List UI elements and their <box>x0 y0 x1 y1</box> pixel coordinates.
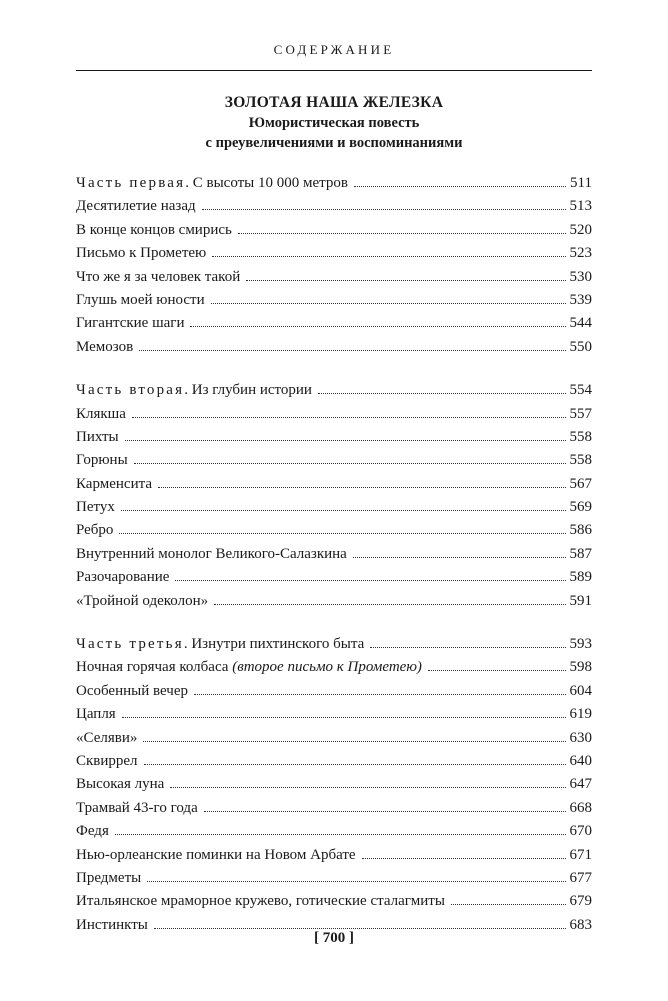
dot-leader <box>370 647 565 648</box>
entry-title: Федя <box>76 823 109 840</box>
toc-entry[interactable] <box>76 543 592 566</box>
page-number: 539 <box>569 291 592 308</box>
entry-title: Инстинкты <box>76 916 148 933</box>
page-number: 558 <box>569 452 592 469</box>
dot-leader <box>353 557 566 558</box>
entry-title: Письмо к Прометею <box>76 245 207 262</box>
entry-title: Особенный вечер <box>76 682 188 699</box>
entry-title: Карменсита <box>76 475 152 492</box>
toc-entry[interactable] <box>76 566 592 589</box>
dot-leader <box>121 510 566 511</box>
page-number: 569 <box>569 499 592 516</box>
part-title: . С высоты 10 000 метров <box>185 175 348 191</box>
toc-entry[interactable] <box>76 195 592 218</box>
work-title: ЗОЛОТАЯ НАША ЖЕЛЕЗКА <box>224 94 444 111</box>
dot-leader <box>144 764 566 765</box>
dot-leader <box>202 209 566 210</box>
toc-entry[interactable] <box>76 473 592 496</box>
running-head: СОДЕРЖАНИЕ <box>273 42 395 57</box>
page-number: 671 <box>569 846 592 863</box>
page-number: 567 <box>569 475 592 492</box>
entry-title: Итальянское мраморное кружево, готические сталагмиты <box>76 893 445 910</box>
entry-title: Петух <box>76 499 115 516</box>
toc-part-heading[interactable] <box>76 633 592 656</box>
header-rule <box>76 70 592 71</box>
entry-title: Ребро <box>76 522 114 539</box>
page-number: 668 <box>569 799 592 816</box>
dot-leader <box>119 533 565 534</box>
part-heading-label <box>76 379 312 402</box>
page-number: 520 <box>569 221 592 238</box>
page-number: 598 <box>569 659 592 676</box>
entry-title: Горюны <box>76 452 128 469</box>
dot-leader <box>451 904 566 905</box>
entry-title-main: Ночная горячая колбаса <box>76 659 233 676</box>
toc-entry[interactable] <box>76 680 592 703</box>
dot-leader <box>214 604 565 605</box>
entry-title: Предметы <box>76 869 142 886</box>
dot-leader <box>154 928 566 929</box>
page-number: 591 <box>569 592 592 609</box>
toc-entry[interactable] <box>76 797 592 820</box>
toc-entry[interactable] <box>76 242 592 265</box>
dot-leader <box>122 717 566 718</box>
part-title: . Изнутри пихтинского быта <box>183 636 365 653</box>
toc-entry[interactable] <box>76 289 592 312</box>
entry-title: Глушь моей юности <box>76 291 205 308</box>
toc-entry[interactable] <box>76 867 592 890</box>
page-number: 513 <box>569 198 592 215</box>
entry-title: Разочарование <box>76 569 170 586</box>
toc-entry[interactable] <box>76 496 592 519</box>
toc-part-3 <box>76 633 592 937</box>
entry-title <box>76 656 422 679</box>
entry-title: Внутренний монолог Великого-Салазкина <box>76 545 347 562</box>
toc-part-2 <box>76 379 592 613</box>
toc-entry[interactable] <box>76 750 592 773</box>
page-number: 554 <box>569 382 592 399</box>
dot-leader <box>204 811 566 812</box>
work-subtitle-line-1: Юмористическая повесть <box>248 115 420 131</box>
dot-leader <box>147 881 565 882</box>
dot-leader <box>115 834 566 835</box>
dot-leader <box>246 280 565 281</box>
dot-leader <box>211 303 566 304</box>
part-prefix: Часть третья <box>76 636 184 653</box>
dot-leader <box>125 440 566 441</box>
page-number: 604 <box>569 682 592 699</box>
entry-title: Что же я за человек такой <box>76 268 241 285</box>
entry-title: Клякша <box>76 405 126 422</box>
entry-title: Десятилетие назад <box>76 198 196 215</box>
toc-entry[interactable] <box>76 703 592 726</box>
entry-title: Гигантские шаги <box>76 315 185 332</box>
part-title: . Из глубин истории <box>184 382 312 399</box>
page-number: 586 <box>569 522 592 539</box>
dot-leader <box>170 787 565 788</box>
dot-leader <box>238 233 566 234</box>
part-heading-label <box>76 633 364 656</box>
page-number: 647 <box>569 776 592 793</box>
toc-entry[interactable] <box>76 890 592 913</box>
toc-part-heading[interactable] <box>76 172 592 195</box>
page-number: 670 <box>569 823 592 840</box>
page-number: 619 <box>569 706 592 723</box>
toc-entry[interactable] <box>76 727 592 750</box>
dot-leader <box>139 350 565 351</box>
page-folio: [ 700 ] <box>314 930 354 946</box>
page-number: 550 <box>569 338 592 355</box>
toc-entry[interactable] <box>76 656 592 679</box>
toc-entry[interactable] <box>76 403 592 426</box>
page-number: 589 <box>569 569 592 586</box>
table-of-contents <box>76 172 592 957</box>
toc-entry[interactable] <box>76 336 592 359</box>
dot-leader <box>158 487 566 488</box>
entry-title: Трамвай 43-го года <box>76 799 198 816</box>
dot-leader <box>134 463 566 464</box>
dot-leader <box>132 417 566 418</box>
page-number: 640 <box>569 752 592 769</box>
dot-leader <box>143 741 565 742</box>
page-number: 683 <box>569 916 592 933</box>
page-number: 544 <box>569 315 592 332</box>
dot-leader <box>318 393 566 394</box>
page-number: 511 <box>570 175 592 191</box>
entry-title: Сквиррел <box>76 752 138 769</box>
page-number: 530 <box>569 268 592 285</box>
toc-part-1 <box>76 172 592 359</box>
entry-title: Цапля <box>76 706 116 723</box>
page-number: 630 <box>569 729 592 746</box>
part-heading-label <box>76 172 348 195</box>
part-prefix: Часть первая <box>76 175 186 191</box>
page-number: 593 <box>569 636 592 653</box>
part-prefix: Часть вторая <box>76 382 185 399</box>
page-number: 679 <box>569 893 592 910</box>
work-subtitle-line-2: с преувеличениями и воспоминаниями <box>205 135 463 151</box>
entry-title: В конце концов смирись <box>76 221 232 238</box>
page-number: 677 <box>569 869 592 886</box>
toc-entry[interactable] <box>76 266 592 289</box>
page-number: 587 <box>569 545 592 562</box>
dot-leader <box>354 186 566 187</box>
toc-part-heading[interactable] <box>76 379 592 402</box>
dot-leader <box>175 580 565 581</box>
page-number: 523 <box>569 245 592 262</box>
dot-leader <box>194 694 566 695</box>
toc-entry[interactable] <box>76 426 592 449</box>
dot-leader <box>212 256 565 257</box>
toc-entry[interactable] <box>76 219 592 242</box>
entry-title: Пихты <box>76 428 119 445</box>
dot-leader <box>428 670 566 671</box>
entry-title: «Тройной одеколон» <box>76 592 209 609</box>
entry-title: «Селяви» <box>76 729 138 746</box>
toc-entry[interactable] <box>76 519 592 542</box>
entry-title: Нью-орлеанские поминки на Новом Арбате <box>76 846 356 863</box>
entry-title: Высокая луна <box>76 776 165 793</box>
entry-title: Мемозов <box>76 338 134 355</box>
page-number: 558 <box>569 428 592 445</box>
toc-entry[interactable] <box>76 590 592 613</box>
dot-leader <box>362 858 566 859</box>
page-number: 557 <box>569 405 592 422</box>
toc-entry[interactable] <box>76 449 592 472</box>
dot-leader <box>190 326 565 327</box>
toc-entry[interactable] <box>76 820 592 843</box>
toc-entry[interactable] <box>76 312 592 335</box>
entry-title-note: (второе письмо к Прометею) <box>232 659 422 676</box>
toc-entry[interactable] <box>76 773 592 796</box>
toc-entry[interactable] <box>76 844 592 867</box>
